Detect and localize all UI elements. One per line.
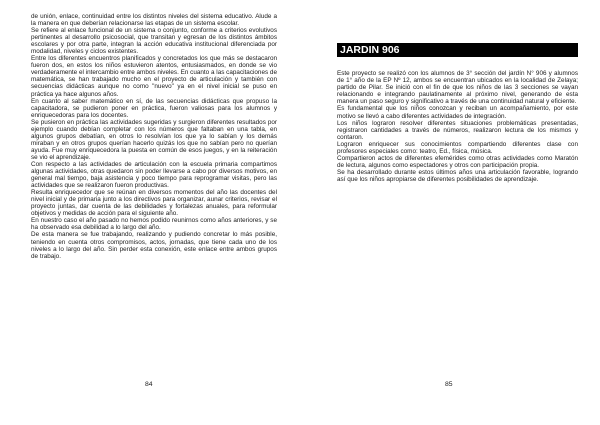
paragraph: En nuestro caso el año pasado no hemos podido reunirnos como años anteriores, y se ha observado esa debilidad a lo largo del año. <box>31 217 277 232</box>
left-page-text <box>31 13 277 260</box>
paragraph: Se refiere al enlace funcional de un sistema o conjunto, conforme a criterios evolutivos pertinentes al desarrollo psicosocial, que transitan y egresan de los distintos ámbitos escolares y por otra parte, integran la acción educativa institucional diferenciada por modalidad, niveles y ciclos existentes. <box>31 27 277 56</box>
paragraph: Con respecto a las actividades de articulación con la escuela primaria compartimos algunas actividades, otras quedaron sin poder llevarse a cabo por diversos motivos, en general mal tiempo, baja asistencia y poco tiempo para reprogramar visitas, pero las actividades que se realizaron fueron productivas. <box>31 160 277 190</box>
paragraph: Es fundamental que los niños conozcan y reciban un acompañamiento, por este motivo se llevó a cabo diferentes actividades de integración. <box>337 105 578 120</box>
paragraph: Compartieron actos de diferentes efemérides como otras actividades como Maratón de lectura, algunos como espectadores y otros con participación propia. <box>337 155 578 170</box>
paragraph: Este proyecto se realizó con los alumnos de 3° sección del jardín N° 906 y alumnos de 1° año de la EP Nº 12, ambos se encuentran ubicados en la localidad de Zelaya; partido de Pilar. Se inició con el fin de que los niños de las 3 secciones se vayan relacionando e integrando paulatinamente al próximo nivel, generando de esta manera un paso seguro y significativo a través de una continuidad natural y eficiente. <box>337 70 578 106</box>
right-page-text <box>337 70 578 184</box>
paragraph: de unión, enlace, continuidad entre los distintos niveles del sistema educativo. Alude a la manera en que deberían relacionarse las etapas de un sistema escolar. <box>31 13 277 28</box>
section-title: JARDIN 906 <box>337 43 578 57</box>
paragraph: Se ha desarrollado durante estos últimos años una articulación favorable, logrando así que los niños apropiarse de diferentes posibilidades de aprendizaje. <box>337 169 578 184</box>
paragraph: Resulta enriquecedor que se reúnan en diversos momentos del año las docentes del nivel inicial y de primaria junto a los directivos para organizar, aunar criterios, revisar el proyecto juntas, dar cuenta de las debilidades y fortalezas anuales, para reformular objetivos y medidas de acción para el siguiente año. <box>31 189 277 218</box>
paragraph: Lograron enriquecer sus conocimientos compartiendo diferentes clase con profesores especiales como: teatro, Ed., física, música. <box>337 140 578 156</box>
page-number: 85 <box>445 381 453 388</box>
paragraph: Entre los diferentes encuentros planificados y concretados los que más se destacaron fueron dos, en estos los niños estuvieron atentos, entusiasmados, en donde se vio verdaderamente el intercambio entre ambos niveles. En cuanto a las capacitaciones de matemática, se han trabajado mucho en el proyecto de articulación y también con secuencias didácticas aunque no como "nuevo" ya en el nivel inicial se puso en práctica ya hace algunos años. <box>31 55 277 98</box>
paragraph: Se pusieron en práctica las actividades sugeridas y surgieron diferentes resultados por ejemplo cuando debían completar con los números que faltaban en una tabla, en algunos grupos debatían, en otros lo resolvían los que ya lo sabían y los demás miraban y en otros grupos querían hacerlo quizás los que no sabían pero no querían ayuda. Fue muy enriquecedora la puesta en común de esos juegos, y en la reiteración se vio el aprendizaje. <box>31 118 277 161</box>
paragraph: En cuanto al saber matemático en sí, de las secuencias didácticas que propuso la capacitadora, se pudieron poner en práctica, fueron valiosas para los alumnos y enriquecedoras para los docentes. <box>31 97 277 119</box>
page-number: 84 <box>145 381 153 388</box>
right-page <box>300 0 600 425</box>
paragraph: De esta manera se fue trabajando, realizando y pudiendo concretar lo más posible, teniendo en cuenta otros compromisos, actos, jornadas, que tiene cada uno de los niveles a lo largo del año. Sin perder esta conexión, este enlace entre ambos grupos de trabajo. <box>31 231 277 260</box>
paragraph: Los niños lograron resolver diferentes situaciones problemáticas presentadas, registraron cantidades a través de números, realizaron lectura de los mismos y contaron. <box>337 119 578 141</box>
